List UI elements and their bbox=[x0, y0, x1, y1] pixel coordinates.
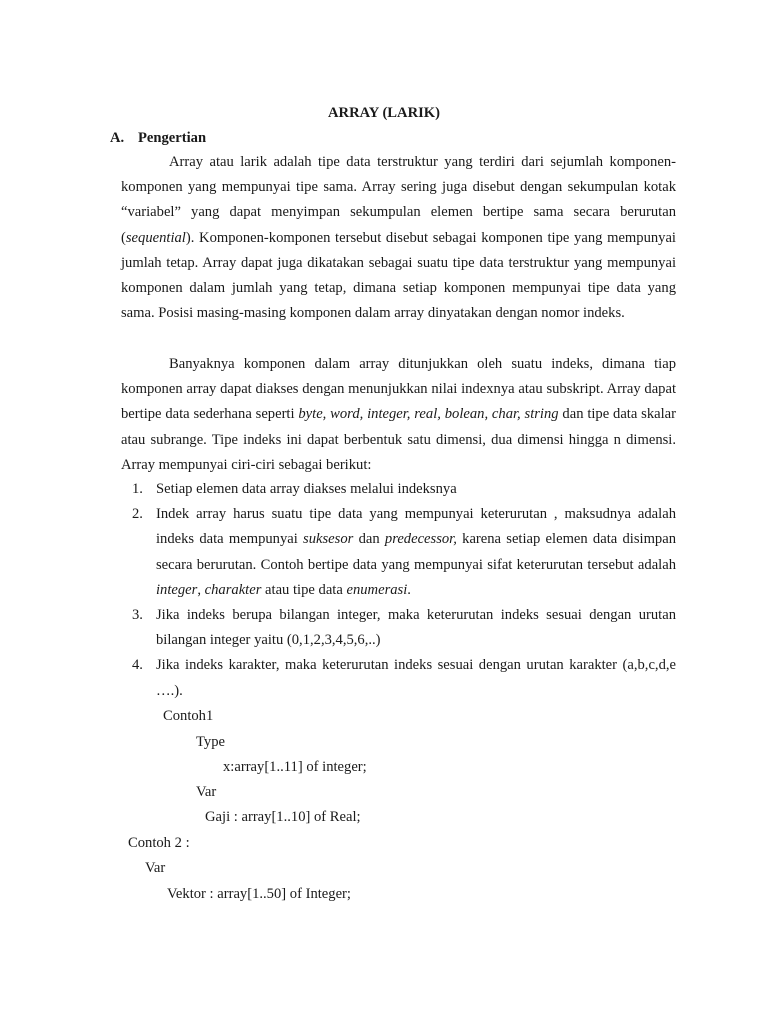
example2-label: Contoh 2 : bbox=[128, 835, 190, 851]
example2-var-keyword: Var bbox=[145, 860, 166, 876]
italic-term: integer bbox=[156, 581, 198, 598]
italic-term: suksesor bbox=[303, 531, 354, 548]
example1-var-keyword: Var bbox=[196, 784, 217, 800]
section-heading bbox=[110, 128, 206, 148]
list-item bbox=[121, 653, 676, 703]
section-number: A. bbox=[110, 130, 125, 146]
italic-term: enumerasi bbox=[346, 581, 408, 598]
list-number: 4. bbox=[132, 657, 143, 674]
example1-type-keyword: Type bbox=[196, 734, 225, 750]
characteristics-list bbox=[121, 477, 676, 704]
italic-term: byte, word, integer, real, bolean, char, string bbox=[298, 406, 559, 423]
page-title: ARRAY (LARIK) bbox=[327, 105, 441, 121]
list-text: Jika indeks karakter, maka keterurutan indeks sesuai dengan urutan karakter (a,b,c,d,e ….). bbox=[156, 657, 676, 699]
list-number: 2. bbox=[132, 506, 143, 523]
paragraph-text: dan tipe data skalar atau subrange. Tipe indeks ini dapat berbentuk satu dimensi, dua dimensi hingga n dimensi. Array mempunyai ciri-ciri sebagai berikut: bbox=[121, 406, 676, 473]
example1-var-declaration: Gaji : array[1..10] of Real; bbox=[205, 809, 361, 825]
paragraph-text: ). Komponen-komponen tersebut disebut sebagai komponen tipe yang mempunyai jumlah tetap. Array dapat juga dikatakan sebagai suatu tipe data terstruktur yang mempunyai komponen dalam jumlah yang tetap, dimana setiap komponen mempunyai tipe data yang sama. Posisi masing-masing komponen dalam array dinyatakan dengan nomor indeks. bbox=[121, 229, 676, 322]
paragraph-text: Banyaknya komponen dalam array ditunjukkan oleh suatu indeks, dimana tiap komponen array dapat diakses dengan menunjukkan nilai indexnya atau subskript. Array dapat bertipe data sederhana seperti bbox=[121, 356, 676, 423]
list-item bbox=[121, 477, 676, 502]
list-text: . bbox=[407, 581, 411, 598]
paragraph-definition bbox=[121, 150, 676, 326]
list-text: Jika indeks berupa bilangan integer, maka keterurutan indeks sesuai dengan urutan bilangan integer yaitu (0,1,2,3,4,5,6,..) bbox=[156, 607, 676, 649]
list-text: Indek array harus suatu tipe data yang mempunyai keterurutan , maksudnya adalah indeks data mempunyai bbox=[156, 506, 676, 548]
italic-term: predecessor, bbox=[384, 531, 457, 548]
list-text: atau tipe data bbox=[261, 581, 347, 598]
list-item bbox=[121, 502, 676, 603]
list-text: karena setiap elemen data disimpan secara berurutan. Contoh bertipe data yang mempunyai sifat keterurutan tersebut adalah bbox=[156, 531, 676, 573]
list-text: , bbox=[197, 581, 205, 598]
paragraph-text: Array atau larik adalah tipe data terstruktur yang terdiri dari sejumlah komponen-komponen yang mempunyai tipe sama. Array sering juga disebut dengan sekumpulan kotak “variabel” yang dapat menyimpan sekumpulan elemen bertipe sama secara berurutan ( bbox=[121, 154, 676, 246]
example2-var-declaration: Vektor : array[1..50] of Integer; bbox=[167, 886, 351, 902]
paragraph-index bbox=[121, 352, 676, 478]
list-text: dan bbox=[353, 531, 385, 548]
italic-term: sequential bbox=[125, 229, 186, 246]
list-number: 1. bbox=[132, 481, 143, 497]
italic-term: charakter bbox=[204, 581, 262, 598]
example1-type-declaration: x:array[1..11] of integer; bbox=[223, 759, 367, 775]
list-item bbox=[121, 603, 676, 653]
example1-label: Contoh1 bbox=[163, 708, 214, 724]
section-label: Pengertian bbox=[138, 130, 207, 146]
list-number: 3. bbox=[132, 607, 143, 624]
list-text: Setiap elemen data array diakses melalui indeksnya bbox=[156, 481, 457, 497]
